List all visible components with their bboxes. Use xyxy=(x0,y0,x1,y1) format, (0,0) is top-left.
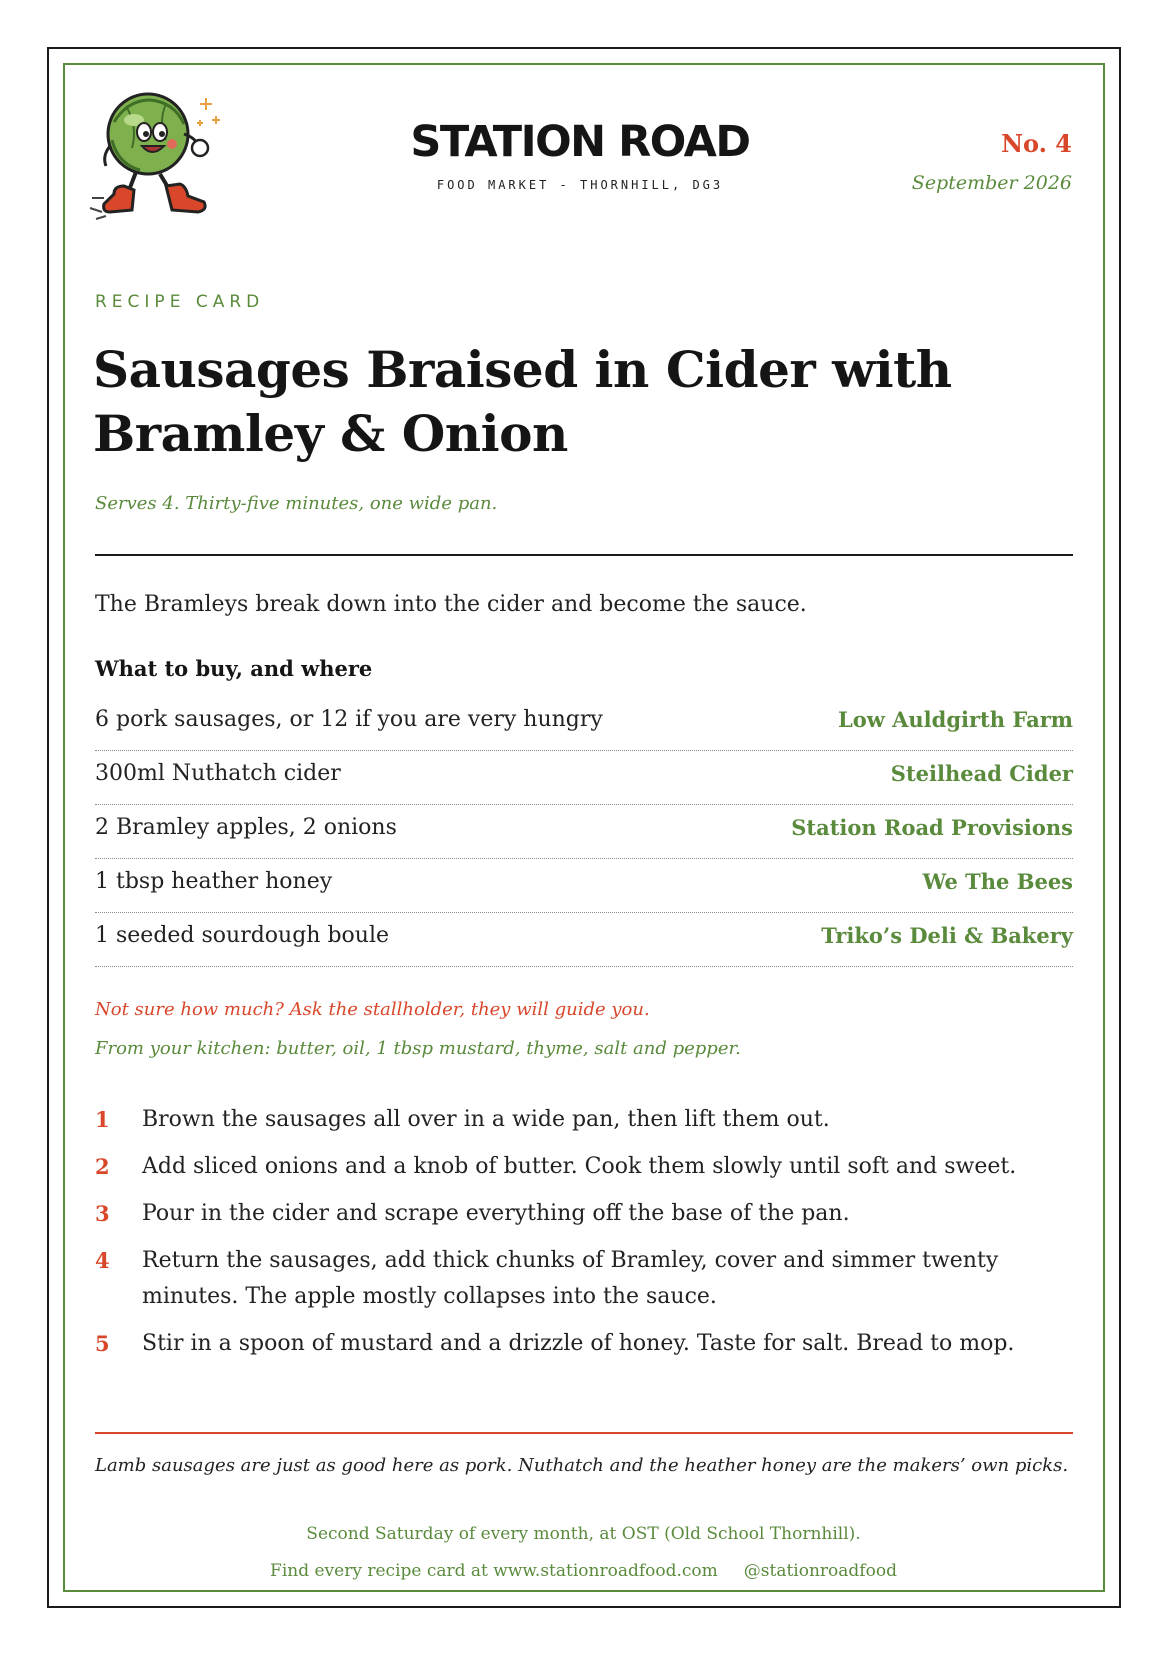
section-divider xyxy=(95,554,1073,556)
recipe-footnote: Lamb sausages are just as good here as pork. Nuthatch and the heather honey are the makers’ own picks. xyxy=(95,1455,1069,1476)
ingredient-list xyxy=(95,697,1073,967)
recipe-title: Sausages Braised in Cider with Bramley & Onion xyxy=(93,340,952,463)
ingredient-row xyxy=(95,859,1073,913)
step-text: Stir in a spoon of mustard and a drizzle of honey. Taste for salt. Bread to mop. xyxy=(142,1331,1015,1356)
step-number: 3 xyxy=(95,1201,110,1226)
ingredient-source: Low Auldgirth Farm xyxy=(837,707,1073,732)
method-step xyxy=(95,1196,1073,1232)
ingredient-item: 300ml Nuthatch cider xyxy=(95,761,341,786)
social-handle[interactable]: @stationroadfood xyxy=(743,1561,897,1581)
method-steps xyxy=(95,1102,1073,1373)
step-number: 1 xyxy=(95,1107,110,1132)
serves-note: Serves 4. Thirty-five minutes, one wide pan. xyxy=(95,493,498,514)
step-text: Return the sausages, add thick chunks of Bramley, cover and simmer twenty minutes. The apple mostly collapses into the sauce. xyxy=(142,1248,999,1309)
ingredient-item: 2 Bramley apples, 2 onions xyxy=(95,815,397,840)
market-schedule: Second Saturday of every month, at OST (Old School Thornhill). xyxy=(306,1524,861,1544)
method-step xyxy=(95,1243,1073,1315)
footer-links xyxy=(0,1561,1167,1581)
buy-heading: What to buy, and where xyxy=(95,656,373,681)
method-step xyxy=(95,1102,1073,1138)
ingredient-source: Station Road Provisions xyxy=(791,815,1073,840)
recipe-card-label: RECIPE CARD xyxy=(95,292,265,312)
brand-name: STATION ROAD xyxy=(410,117,750,167)
step-text: Add sliced onions and a knob of butter. Cook them slowly until soft and sweet. xyxy=(142,1154,1017,1179)
recipe-intro: The Bramleys break down into the cider and become the sauce. xyxy=(95,592,807,617)
issue-date: September 2026 xyxy=(911,172,1072,194)
ingredient-row xyxy=(95,751,1073,805)
ingredient-item: 1 tbsp heather honey xyxy=(95,869,333,894)
step-text: Pour in the cider and scrape everything off the base of the pan. xyxy=(142,1201,850,1226)
cabbage-mascot-icon xyxy=(88,86,232,236)
ingredient-row xyxy=(95,805,1073,859)
step-number: 4 xyxy=(95,1248,110,1273)
ingredient-source: Steilhead Cider xyxy=(890,761,1073,786)
step-number: 2 xyxy=(95,1154,110,1179)
ingredient-row xyxy=(95,913,1073,967)
method-step xyxy=(95,1149,1073,1185)
ingredient-item: 1 seeded sourdough boule xyxy=(95,923,390,948)
footnote-divider xyxy=(95,1432,1073,1434)
method-step xyxy=(95,1326,1073,1362)
brand-subtitle: FOOD MARKET - THORNHILL, DG3 xyxy=(436,178,724,192)
step-number: 5 xyxy=(95,1331,110,1356)
ingredient-source: We The Bees xyxy=(922,869,1073,894)
ingredient-source: Triko’s Deli & Bakery xyxy=(821,923,1073,948)
stallholder-note: Not sure how much? Ask the stallholder, they will guide you. xyxy=(95,999,650,1020)
step-text: Brown the sausages all over in a wide pan, then lift them out. xyxy=(142,1107,830,1132)
brand-header xyxy=(380,116,780,192)
ingredient-row xyxy=(95,697,1073,751)
issue-number: No. 4 xyxy=(1001,129,1072,158)
kitchen-note: From your kitchen: butter, oil, 1 tbsp mustard, thyme, salt and pepper. xyxy=(95,1038,741,1059)
website-link[interactable]: Find every recipe card at www.stationroadfood.com xyxy=(270,1561,718,1581)
ingredient-item: 6 pork sausages, or 12 if you are very hungry xyxy=(95,707,603,732)
